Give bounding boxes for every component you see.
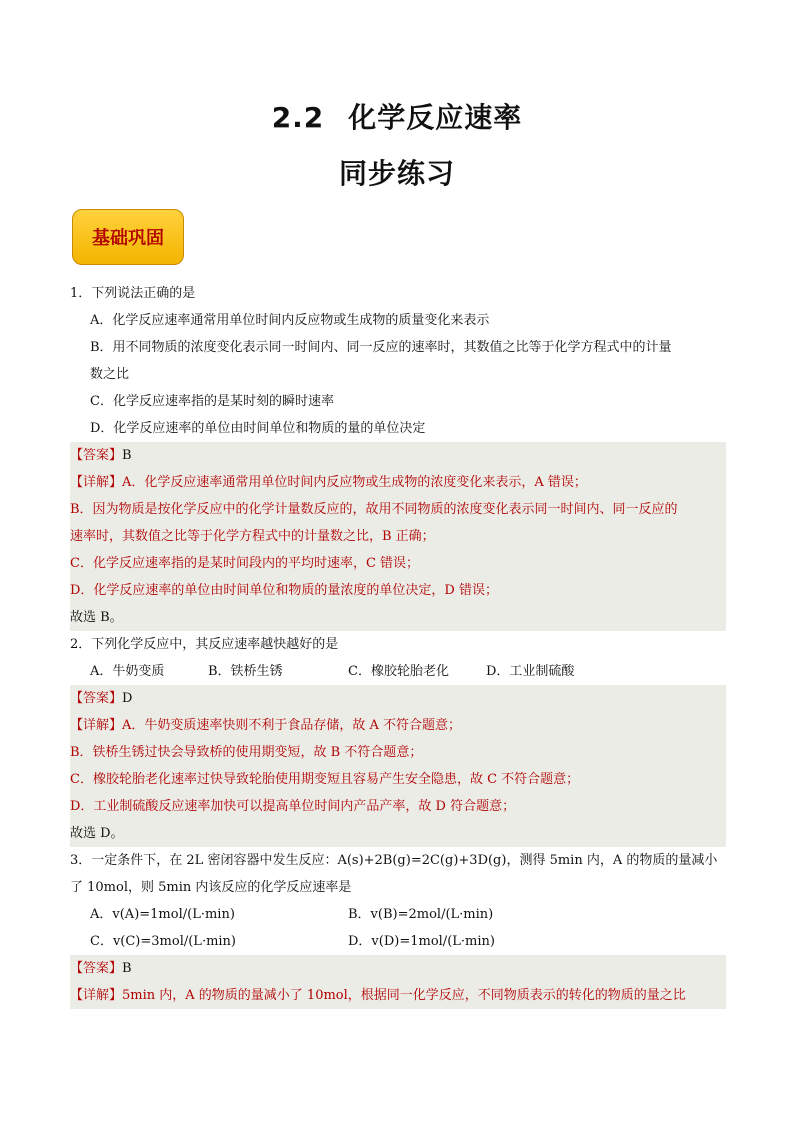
- q2-option-a: A．牛奶变质: [90, 664, 165, 679]
- q1-option-b: B．用不同物质的浓度变化表示同一时间内、同一反应的速率时，其数值之比等于化学方程式中的计量: [90, 340, 672, 355]
- answer-tag: 【答案】: [70, 448, 123, 463]
- q2-detail-line: B．铁桥生锈过快会导致桥的使用期变短，故 B 不符合题意；: [70, 745, 423, 760]
- q2-option-c: C．橡胶轮胎老化: [348, 664, 449, 679]
- q1-option-b-cont: 数之比: [90, 367, 130, 382]
- section-title: 化学反应速率: [348, 101, 523, 134]
- q3-stem-cont: 了 10mol，则 5min 内该反应的化学反应速率是: [70, 880, 352, 895]
- q3-solution-block: [70, 955, 726, 1009]
- q2-stem: 2．下列化学反应中，其反应速率越快越好的是: [70, 637, 339, 652]
- answer-value: B: [122, 448, 132, 463]
- q2-detail-line: D．工业制硫酸反应速率加快可以提高单位时间内产品产率，故 D 符合题意；: [70, 799, 516, 814]
- q2-solution-block: [70, 685, 726, 847]
- q1-stem: 1．下列说法正确的是: [70, 286, 196, 301]
- q2-answer: [70, 685, 726, 712]
- page-title: [0, 96, 794, 136]
- q3-option-d: D．v(D)=1mol/(L·min): [348, 934, 495, 949]
- detail-tag: 【详解】: [70, 475, 123, 490]
- q3-options-row: [70, 928, 726, 955]
- q1-option-d: D．化学反应速率的单位由时间单位和物质的量的单位决定: [90, 421, 426, 436]
- q1-option-a: A．化学反应速率通常用单位时间内反应物或生成物的质量变化来表示: [90, 313, 490, 328]
- q3-detail-line: 【详解】5min 内，A 的物质的量减小了 10mol，根据同一化学反应，不同物质表示的转化的物质的量之比: [70, 988, 686, 1003]
- q2-options: [70, 658, 726, 685]
- q2-option-d: D．工业制硫酸: [486, 664, 575, 679]
- q3-option-c: C．v(C)=3mol/(L·min): [90, 934, 237, 949]
- exercise-content: [70, 280, 726, 1009]
- q1-detail-line: D．化学反应速率的单位由时间单位和物质的量浓度的单位决定，D 错误；: [70, 583, 498, 598]
- q3-options-row: [70, 901, 726, 928]
- q1-detail-line: C．化学反应速率指的是某时间段内的平均时速率，C 错误；: [70, 556, 420, 571]
- q1-conclusion: 故选 B。: [70, 610, 123, 625]
- q2-detail-line: C．橡胶轮胎老化速率过快导致轮胎使用期变短且容易产生安全隐患，故 C 不符合题意；: [70, 772, 580, 787]
- q1-solution-block: [70, 442, 726, 631]
- q2-option-b: B．铁桥生锈: [208, 664, 283, 679]
- detail-tag: 【详解】: [70, 718, 123, 733]
- q3-option-a: A．v(A)=1mol/(L·min): [90, 907, 235, 922]
- q2-detail-line: 【详解】A．牛奶变质速率快则不利于食品存储，故 A 不符合题意；: [70, 718, 462, 733]
- answer-tag: 【答案】: [70, 961, 123, 976]
- answer-value: B: [122, 961, 132, 976]
- q1-answer: [70, 442, 726, 469]
- q2-conclusion: 故选 D。: [70, 826, 124, 841]
- answer-tag: 【答案】: [70, 691, 123, 706]
- section-number: 2.2: [271, 101, 325, 134]
- page-subtitle: 同步练习: [338, 157, 455, 190]
- q3-option-b: B．v(B)=2mol/(L·min): [348, 907, 494, 922]
- q1-option-c: C．化学反应速率指的是某时刻的瞬时速率: [90, 394, 334, 409]
- section-badge: 基础巩固: [72, 209, 184, 265]
- q1-detail-line: B．因为物质是按化学反应中的化学计量数反应的，故用不同物质的浓度变化表示同一时间内、同一反应的: [70, 502, 678, 517]
- q3-stem: 3．一定条件下，在 2L 密闭容器中发生反应：A(s)+2B(g)=2C(g)+3D(g)，测得 5min 内，A 的物质的量减小: [70, 853, 718, 868]
- q1-detail-line: 速率时，其数值之比等于化学方程式中的计量数之比，B 正确；: [70, 529, 435, 544]
- q3-answer: [70, 955, 726, 982]
- detail-tag: 【详解】: [70, 988, 123, 1003]
- answer-value: D: [122, 691, 133, 706]
- q1-detail-line: 【详解】A．化学反应速率通常用单位时间内反应物或生成物的浓度变化来表示，A 错误；: [70, 475, 587, 490]
